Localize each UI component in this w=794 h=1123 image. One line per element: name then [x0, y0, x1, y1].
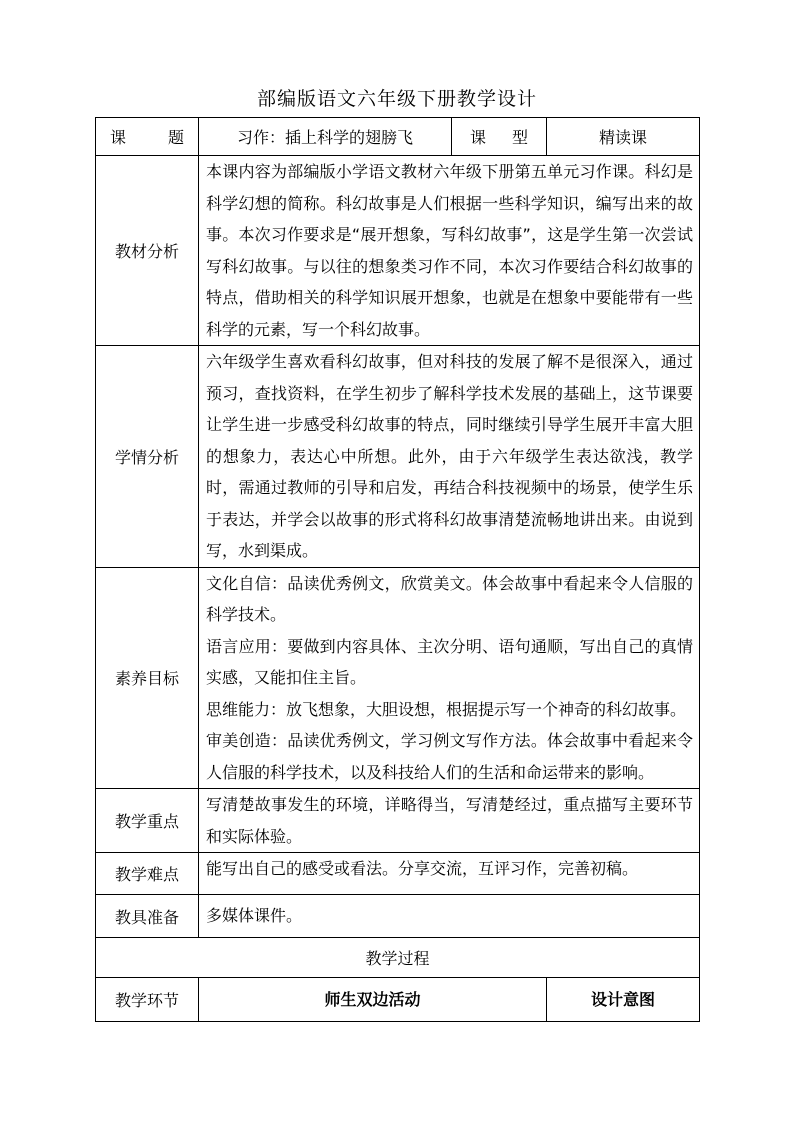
page-title: 部编版语文六年级下册教学设计: [256, 88, 537, 110]
col-stage-header: 教学环节: [96, 978, 199, 1022]
process-heading: 教学过程: [96, 938, 700, 978]
materials-prep-row: [96, 895, 700, 938]
student-analysis-label: 学情分析: [96, 346, 199, 568]
process-heading-row: [96, 938, 700, 978]
goal-item: 语言应用：要做到内容具体、主次分明、语句通顺，写出自己的真情实感，又能扣住主旨。: [206, 636, 693, 687]
type-label-a: 课: [470, 128, 487, 147]
material-analysis-text: 本课内容为部编版小学语文教材六年级下册第五单元习作课。科幻是科学幻想的简称。科幻故事是人们根据一些科学知识，编写出来的故事。本次习作要求是“展开想象，写科幻故事”，这是学生第一次尝试写科幻故事。与以往的想象类习作不同，本次习作要结合科幻故事的特点，借助相关的科学知识展开想象，也就是在想象中要能带有一些科学的元素，写一个科幻故事。: [199, 156, 700, 346]
topic-label-b: 题: [167, 128, 184, 147]
key-points-row: [96, 789, 700, 853]
topic-label-a: 课: [110, 128, 127, 147]
literacy-goals-label: 素养目标: [96, 567, 199, 789]
type-value: 精读课: [547, 118, 700, 156]
col-activity-header: 师生双边活动: [199, 978, 547, 1022]
lesson-plan-table: [95, 117, 700, 1022]
difficulties-row: [96, 853, 700, 895]
materials-prep-label: 教具准备: [96, 895, 199, 938]
material-analysis-row: [96, 156, 700, 346]
difficulties-label: 教学难点: [96, 853, 199, 895]
process-columns-row: [96, 978, 700, 1022]
material-analysis-label: 教材分析: [96, 156, 199, 346]
goal-item: 文化自信：品读优秀例文，欣赏美文。体会故事中看起来令人信服的科学技术。: [206, 573, 693, 624]
goal-item: 思维能力：放飞想象，大胆设想，根据提示写一个神奇的科幻故事。: [206, 699, 687, 719]
difficulties-text: 能写出自己的感受或看法。分享交流，互评习作，完善初稿。: [199, 853, 700, 895]
key-points-text: 写清楚故事发生的环境，详略得当，写清楚经过，重点描写主要环节和实际体验。: [199, 789, 700, 853]
goal-item: 审美创造：品读优秀例文，学习例文写作方法。体会故事中看起来令人信服的科学技术，以及科技给人们的生活和命运带来的影响。: [206, 731, 693, 782]
literacy-goals-row: [96, 567, 700, 789]
type-label-b: 型: [511, 128, 528, 147]
header-row: [96, 118, 700, 156]
type-label-cell: [452, 118, 547, 156]
materials-prep-text: 多媒体课件。: [199, 895, 700, 938]
student-analysis-text: 六年级学生喜欢看科幻故事，但对科技的发展了解不是很深入，通过预习，查找资料，在学生初步了解科学技术发展的基础上，这节课要让学生进一步感受科幻故事的特点，同时继续引导学生展开丰富大胆的想象力，表达心中所想。此外，由于六年级学生表达欲浅，教学时，需通过教师的引导和启发，再结合科技视频中的场景，使学生乐于表达，并学会以故事的形式将科幻故事清楚流畅地讲出来。由说到写，水到渠成。: [199, 346, 700, 568]
topic-value: 习作：插上科学的翅膀飞: [199, 118, 452, 156]
key-points-label: 教学重点: [96, 789, 199, 853]
student-analysis-row: [96, 346, 700, 568]
literacy-goals-list: [199, 567, 700, 789]
col-intent-header: 设计意图: [547, 978, 700, 1022]
topic-label-cell: [96, 118, 199, 156]
